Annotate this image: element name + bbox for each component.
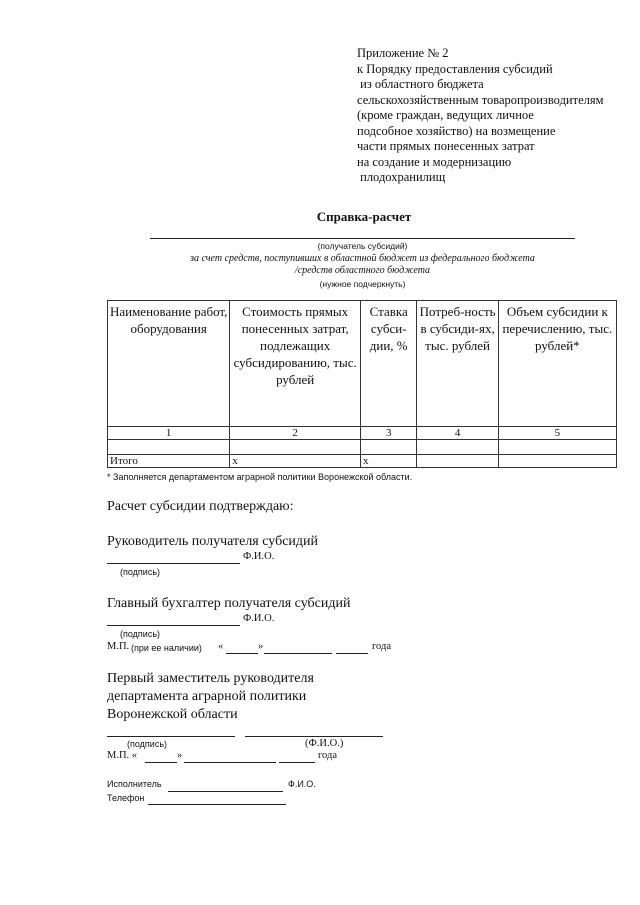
total-cell[interactable] [417, 455, 498, 468]
underline-note: (нужное подчеркнуть) [319, 279, 406, 289]
table-cell[interactable] [360, 440, 417, 455]
deputy-title-line-2: департамента аграрной политики [107, 689, 307, 704]
deputy-stamp: М.П. « [107, 750, 138, 761]
deputy-date-year-line[interactable] [279, 762, 315, 763]
phone-line[interactable] [148, 804, 286, 805]
executor-line[interactable] [168, 791, 283, 792]
appendix-line: к Порядку предоставления субсидий [357, 61, 553, 76]
deputy-signature-caption: (подпись) [127, 739, 168, 749]
appendix-line: плодохранилищ [357, 170, 446, 184]
accountant-title: Главный бухгалтер получателя субсидий [107, 596, 351, 611]
head-title: Руководитель получателя субсидий [107, 534, 319, 549]
column-number: 2 [230, 427, 361, 440]
appendix-line: из областного бюджета [357, 77, 484, 91]
head-fio: Ф.И.О. [243, 551, 275, 562]
column-number: 4 [417, 427, 498, 440]
executor-fio: Ф.И.О. [288, 779, 316, 789]
deputy-date-close-quote: » [177, 750, 183, 761]
table-cell[interactable] [498, 440, 616, 455]
phone-label: Телефон [107, 793, 145, 803]
table-cell[interactable] [417, 440, 498, 455]
stamp-label: М.П. [107, 641, 130, 652]
head-signature-line[interactable] [107, 563, 240, 564]
head-signature-caption: (подпись) [120, 567, 161, 577]
table-row [108, 427, 617, 440]
accountant-signature-line[interactable] [107, 625, 240, 626]
appendix-line: подсобное хозяйство) на возмещение [357, 123, 556, 138]
stamp-note: (при ее наличии) [131, 643, 202, 653]
total-cell: x [230, 455, 361, 468]
header-cell: Стоимость прямых понесенных затрат, подлежащих субсидированию, тыс. рублей [230, 301, 361, 427]
date-day-line[interactable] [226, 653, 258, 654]
deputy-title-line-1: Первый заместитель руководителя [107, 671, 314, 686]
deputy-date-month-line[interactable] [184, 762, 276, 763]
source-line-2: /средств областного бюджета [294, 265, 431, 276]
header-cell: Объем субсидии к перечислению, тыс. рублей* [498, 301, 616, 427]
date-close-quote: » [258, 641, 264, 652]
recipient-line[interactable] [150, 238, 575, 239]
document-title: Справка-расчет [316, 209, 412, 224]
column-number: 3 [360, 427, 417, 440]
table-row[interactable] [108, 440, 617, 455]
source-line-1: за счет средств, поступивших в областной бюджет из федерального бюджета [190, 253, 535, 264]
appendix-line: на создание и модернизацию [357, 154, 512, 169]
deputy-signature-line[interactable] [107, 736, 235, 737]
header-cell: Потреб-ность в субсиди-ях, тыс. рублей [417, 301, 498, 427]
table-cell[interactable] [230, 440, 361, 455]
recipient-caption: (получатель субсидий) [317, 241, 408, 251]
date-month-line[interactable] [264, 653, 332, 654]
total-cell[interactable] [498, 455, 616, 468]
header-cell: Наименование работ, оборудования [108, 301, 230, 427]
subsidy-table [107, 300, 617, 468]
appendix-header [357, 46, 604, 186]
deputy-date-day-line[interactable] [145, 762, 177, 763]
executor-label: Исполнитель [107, 779, 162, 789]
table-footnote: * Заполняется департаментом аграрной политики Воронежской области. [107, 472, 413, 482]
appendix-line: части прямых понесенных затрат [357, 139, 535, 153]
accountant-fio: Ф.И.О. [243, 613, 275, 624]
date-open-quote: « [218, 641, 224, 652]
year-label: года [372, 641, 391, 652]
table-cell[interactable] [108, 440, 230, 455]
appendix-line: (кроме граждан, ведущих личное [357, 108, 534, 122]
column-number: 5 [498, 427, 616, 440]
date-year-line[interactable] [336, 653, 368, 654]
accountant-signature-caption: (подпись) [120, 629, 161, 639]
appendix-line: Приложение № 2 [357, 46, 449, 60]
table-header-row [108, 301, 617, 427]
total-row [108, 455, 617, 468]
deputy-year-label: года [318, 750, 337, 761]
total-label: Итого [108, 455, 230, 468]
header-cell: Ставка субси-дии, % [360, 301, 417, 427]
deputy-title-line-3: Воронежской области [107, 707, 238, 722]
confirmation-text: Расчет субсидии подтверждаю: [107, 499, 294, 514]
deputy-fio-caption: (Ф.И.О.) [305, 738, 344, 749]
appendix-line: сельскохозяйственным товаропроизводителям [357, 92, 604, 107]
total-cell: x [360, 455, 417, 468]
column-number: 1 [108, 427, 230, 440]
deputy-fio-line[interactable] [245, 736, 383, 737]
